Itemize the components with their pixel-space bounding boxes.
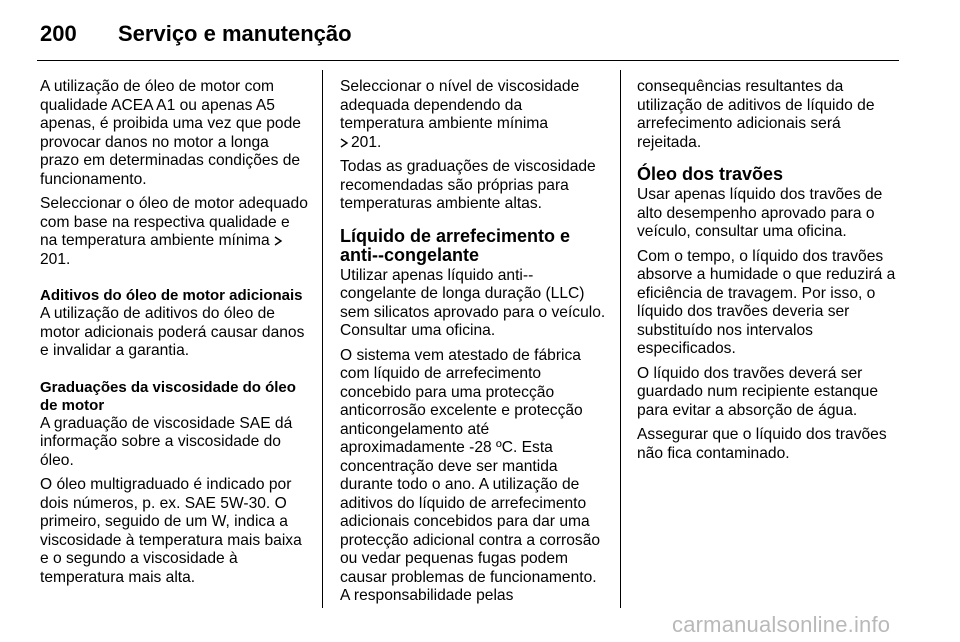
column-2 xyxy=(340,78,608,612)
page-reference-icon xyxy=(340,138,349,148)
page-reference[interactable]: 201. xyxy=(351,133,382,151)
paragraph: A utilização de óleo de motor com qualidade ACEA A1 ou apenas A5 apenas, é proibida uma vez que pode provocar danos no motor a longa prazo em determinadas condições de funcionamento. xyxy=(40,78,301,188)
section-heading: Óleo dos travões xyxy=(637,164,784,184)
column-1 xyxy=(40,78,308,593)
paragraph: A utilização de aditivos do óleo de motor adicionais poderá causar danos e invalidar a garantia. xyxy=(40,305,305,359)
paragraph: O líquido dos travões deverá ser guardado num recipiente estanque para evitar a absorção de água. xyxy=(637,364,879,419)
column-divider-2 xyxy=(620,70,621,608)
paragraph: O sistema vem atestado de fábrica com líquido de arrefecimento concebido para uma protecção anticorrosão excelente e protecção anticongelamento até aproximadamente -28 ºC. Esta concentração deve ser mantida durante todo o ano. A utilização de aditivos do líquido de arrefecimento adicionais concebidos para dar uma protecção adicional contra a corrosão ou vedar pequenas fugas podem causar problemas de funcionamento. A responsabilidade pelas xyxy=(340,346,601,604)
section-heading: Aditivos do óleo de motor adicionais xyxy=(40,287,303,304)
paragraph: O óleo multigraduado é indicado por dois números, p. ex. SAE 5W-30. O primeiro, seguido de um W, indica a viscosidade à temperatura mais baixa e o segundo a viscosidade à temperatura mais alta. xyxy=(40,476,302,586)
section-heading: Graduações da viscosidade do óleo de motor xyxy=(40,378,296,414)
column-divider-1 xyxy=(322,70,323,608)
page-number: 200 xyxy=(40,21,77,46)
watermark: carmanualsonline.info xyxy=(672,612,891,637)
page-title: Serviço e manutenção xyxy=(118,21,352,46)
section-heading: Líquido de arrefecimento e anti--congelante xyxy=(340,225,571,265)
column-3 xyxy=(637,78,899,469)
paragraph-text: Seleccionar o óleo de motor adequado com base na respectiva qualidade e na temperatura ambiente mínima xyxy=(40,195,308,249)
page-reference[interactable]: 201. xyxy=(40,250,71,268)
header-rule xyxy=(37,60,899,61)
paragraph: A graduação de viscosidade SAE dá informação sobre a viscosidade do óleo. xyxy=(40,414,293,469)
paragraph: Assegurar que o líquido dos travões não fica contaminado. xyxy=(637,426,887,462)
paragraph: Com o tempo, o líquido dos travões absorve a humidade o que reduzirá a eficiência de travagem. Por isso, o líquido dos travões deveria ser substituído nos intervalos especificados. xyxy=(637,247,896,357)
paragraph: consequências resultantes da utilização de aditivos de líquido de arrefecimento adicionais será rejeitada. xyxy=(637,78,875,151)
paragraph xyxy=(340,78,608,152)
page-reference-icon xyxy=(274,236,283,246)
paragraph xyxy=(40,195,308,269)
paragraph-text: Seleccionar o nível de viscosidade adequada dependendo da temperatura ambiente mínima xyxy=(340,78,580,132)
page-header xyxy=(40,14,352,54)
paragraph: Utilizar apenas líquido anti--congelante de longa duração (LLC) sem silicatos aprovado para o veículo. Consultar uma oficina. xyxy=(340,266,606,339)
paragraph: Todas as graduações de viscosidade recomendadas são próprias para temperaturas ambiente altas. xyxy=(340,158,596,212)
paragraph: Usar apenas líquido dos travões de alto desempenho aprovado para o veículo, consultar uma oficina. xyxy=(637,186,883,240)
